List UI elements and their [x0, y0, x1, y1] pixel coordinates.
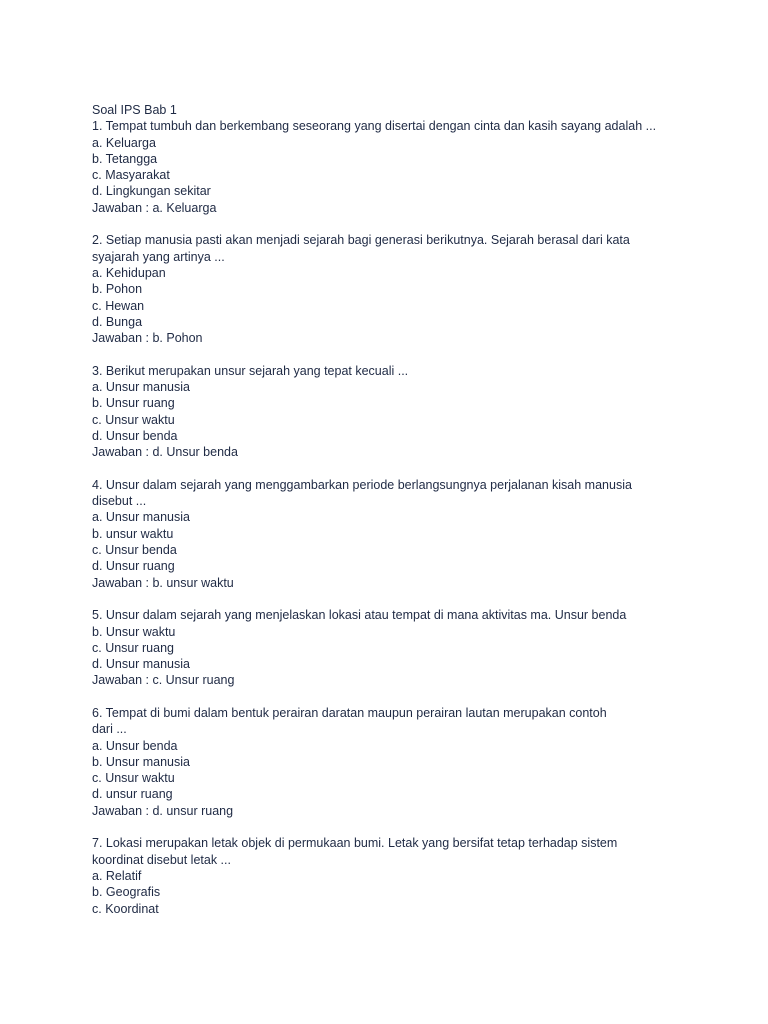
option-a: a. Unsur benda [92, 738, 178, 753]
option-c: c. Unsur waktu [92, 412, 175, 427]
option-c: c. Unsur waktu [92, 771, 175, 786]
question-text: 6. Tempat di bumi dalam bentuk perairan daratan maupun perairan lautan merupakan contoh [92, 705, 607, 720]
document-body [92, 102, 732, 917]
option-a: a. Relatif [92, 868, 142, 883]
option-a: a. Unsur manusia [92, 510, 190, 525]
option-c: c. Unsur benda [92, 543, 177, 558]
option-c: c. Masyarakat [92, 168, 170, 183]
answer-line: Jawaban : d. unsur ruang [92, 803, 234, 818]
option-c: c. Hewan [92, 298, 145, 313]
question-text: 2. Setiap manusia pasti akan menjadi sejarah bagi generasi berikutnya. Sejarah berasal dari kata [92, 233, 630, 248]
question-text: 3. Berikut merupakan unsur sejarah yang tepat kecuali ... [92, 363, 409, 378]
option-d: d. Unsur manusia [92, 657, 190, 672]
answer-line: Jawaban : b. unsur waktu [92, 575, 234, 590]
question-7 [92, 835, 732, 916]
document-title: Soal IPS Bab 1 [92, 103, 177, 117]
question-text: 1. Tempat tumbuh dan berkembang seseorang yang disertai dengan cinta dan kasih sayang adalah ... [92, 119, 657, 134]
question-text-continued: koordinat disebut letak ... [92, 852, 231, 867]
question-text-continued: dari ... [92, 722, 127, 737]
question-2 [92, 232, 732, 346]
option-b: b. unsur waktu [92, 526, 174, 541]
question-6 [92, 705, 732, 819]
option-c: c. Koordinat [92, 901, 159, 916]
option-b: b. Unsur ruang [92, 396, 175, 411]
answer-line: Jawaban : b. Pohon [92, 331, 203, 346]
option-b: b. Unsur manusia [92, 754, 190, 769]
option-d: d. unsur ruang [92, 787, 173, 802]
question-text-continued: syajarah yang artinya ... [92, 249, 225, 264]
option-a: a. Kehidupan [92, 265, 166, 280]
option-b: b. Geografis [92, 885, 161, 900]
question-text: 7. Lokasi merupakan letak objek di permukaan bumi. Letak yang bersifat tetap terhadap sistem [92, 836, 618, 851]
question-text-continued: disebut ... [92, 494, 147, 509]
question-text: 4. Unsur dalam sejarah yang menggambarkan periode berlangsungnya perjalanan kisah manusia [92, 477, 632, 492]
option-b: b. Tetangga [92, 151, 158, 166]
option-d: d. Unsur benda [92, 428, 178, 443]
question-5 [92, 607, 732, 688]
question-text: 5. Unsur dalam sejarah yang menjelaskan lokasi atau tempat di mana aktivitas ma. Unsur benda [92, 608, 627, 623]
option-b: b. Unsur waktu [92, 624, 176, 639]
option-a: a. Unsur manusia [92, 380, 190, 395]
question-4 [92, 477, 732, 591]
option-b: b. Pohon [92, 282, 143, 297]
answer-line: Jawaban : c. Unsur ruang [92, 673, 235, 688]
option-c: c. Unsur ruang [92, 640, 174, 655]
answer-line: Jawaban : a. Keluarga [92, 200, 217, 215]
option-d: d. Lingkungan sekitar [92, 184, 211, 199]
question-1 [92, 118, 732, 216]
option-d: d. Unsur ruang [92, 559, 175, 574]
answer-line: Jawaban : d. Unsur benda [92, 445, 238, 460]
question-3 [92, 363, 732, 461]
option-d: d. Bunga [92, 314, 143, 329]
option-a: a. Keluarga [92, 135, 156, 150]
